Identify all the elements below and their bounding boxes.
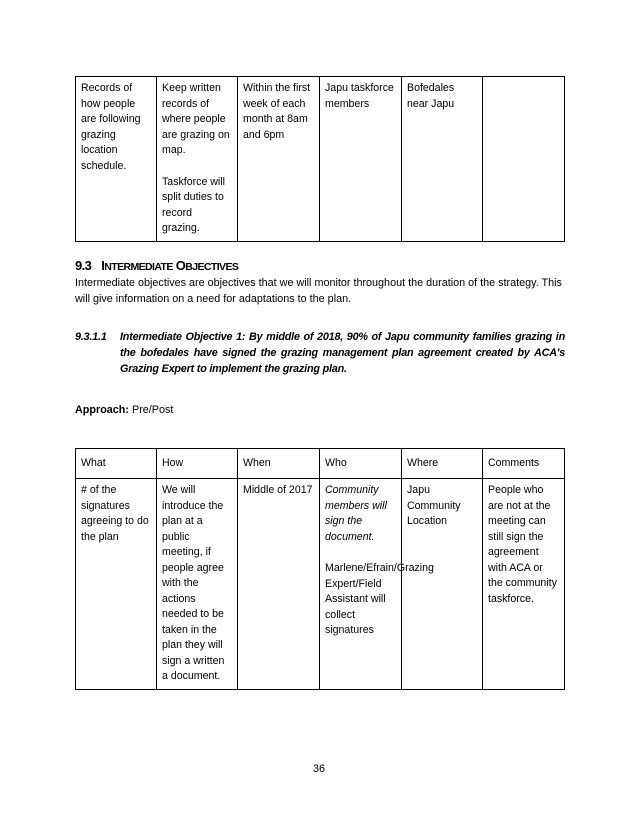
cell-paragraph: Taskforce will split duties to record grazing. [162,175,225,234]
subsection-heading [75,329,565,377]
cell-paragraph: Marlene/Efrain/Grazing Expert/Field Assistant will collect signatures [325,562,434,636]
table-cell-what: Records of how people are following grazing location schedule. [76,77,157,242]
table-cell-how [157,77,238,242]
table-cell-what: # of the signatures agreeing to do the plan [76,479,157,690]
table-cell-when: Within the first week of each month at 8am and 6pm [238,77,320,242]
page-number: 36 [312,763,325,775]
table-row [76,77,565,242]
table-cell-who: Japu taskforce members [320,77,402,242]
table-row [76,479,565,690]
column-header: When [238,449,320,479]
cell-paragraph: Community members will sign the document. [325,484,387,543]
column-header: Who [320,449,402,479]
cell-paragraph: Keep written records of where people are grazing on map. [162,82,230,156]
table-cell-where: Japu Community Location [402,479,483,690]
table-cell-comments: People who are not at the meeting can still sign the agreement with ACA or the community taskforce. [483,479,565,690]
table-header-row [76,449,565,479]
approach-value: Pre/Post [132,404,174,416]
section-number: 9.3 [75,258,92,273]
section-intro: Intermediate objectives are objectives that we will monitor throughout the duration of the strategy. This will give information on a need for adaptations to the plan. [75,277,562,305]
table-cell-where: Bofedales near Japu [402,77,483,242]
table-cell-how: We will introduce the plan at a public meeting, if people agree with the actions needed to be taken in the plan they will sign a written a document. [157,479,238,690]
section-heading: 9.3 INTERMEDIATE OBJECTIVES [75,258,239,273]
column-header: Where [402,449,483,479]
approach-label: Approach: [75,404,129,416]
monitoring-table [75,76,565,242]
table-cell-when: Middle of 2017 [238,479,320,690]
column-header: Comments [483,449,565,479]
table-cell-comments [483,77,565,242]
objective-table [75,448,565,690]
column-header: How [157,449,238,479]
approach-line [75,404,173,416]
column-header: What [76,449,157,479]
subsection-text: Intermediate Objective 1: By middle of 2018, 90% of Japu community families grazing in the bofedales have signed the grazing management plan agreement created by ACA's Grazing Expert to implement the grazing plan. [120,331,565,375]
subsection-number: 9.3.1.1 [75,331,107,343]
